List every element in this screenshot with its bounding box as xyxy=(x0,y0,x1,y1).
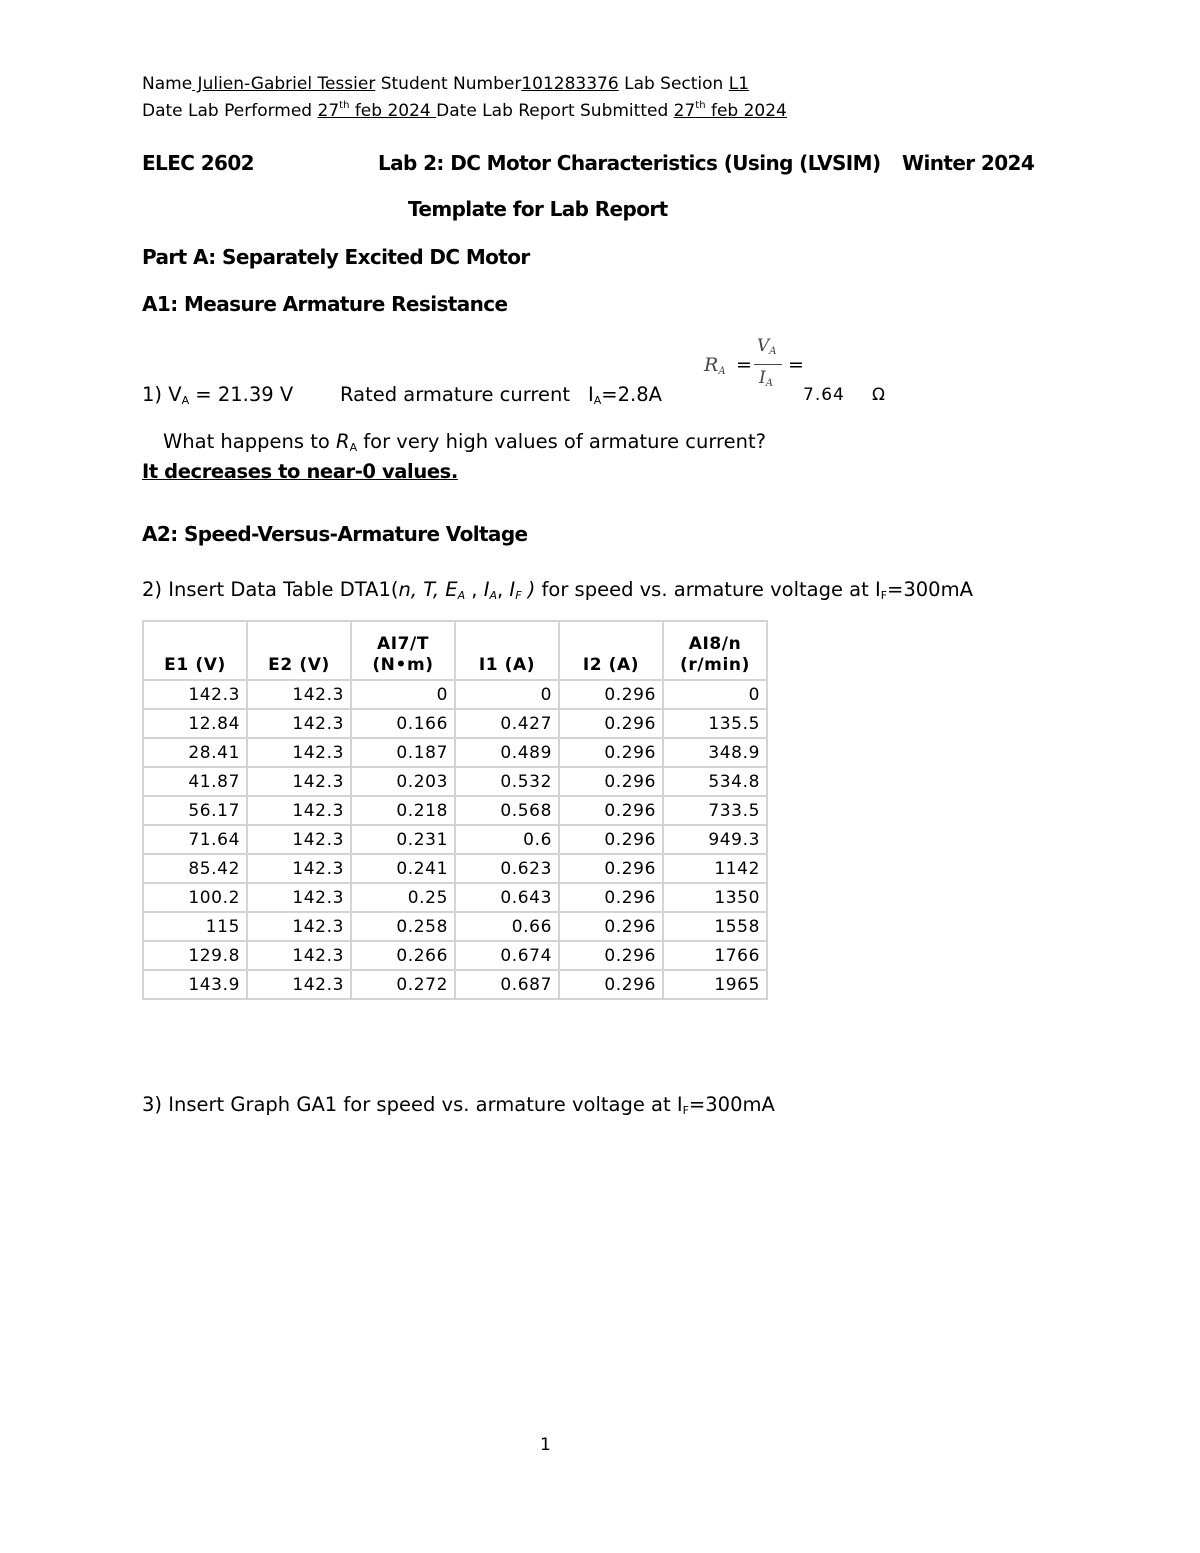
rated-current-label: Rated armature current xyxy=(340,383,570,406)
table-cell: 0.532 xyxy=(455,767,559,796)
table-cell: 142.3 xyxy=(247,970,351,999)
table-cell: 100.2 xyxy=(143,883,247,912)
table-cell: 0.231 xyxy=(351,825,455,854)
table-row xyxy=(143,825,767,854)
table-cell: 0.427 xyxy=(455,709,559,738)
table-cell: 142.3 xyxy=(247,854,351,883)
lab-section-label: Lab Section xyxy=(618,74,729,94)
table-cell: 0.166 xyxy=(351,709,455,738)
ra-question: What happens to $R_A$ for very high values of armature current? xyxy=(163,430,766,454)
table-cell: 0.258 xyxy=(351,912,455,941)
data-table-dta1 xyxy=(142,620,768,1000)
table-cell: 0.218 xyxy=(351,796,455,825)
name-value: Julien-Gabriel Tessier xyxy=(192,74,376,94)
q3-text: 3) Insert Graph GA1 for speed vs. armature voltage at $I_F=300mA$ xyxy=(142,1093,775,1117)
table-cell: 1350 xyxy=(663,883,767,912)
a2-heading: A2: Speed-Versus-Armature Voltage xyxy=(142,522,528,546)
course-code: ELEC 2602 xyxy=(142,151,254,175)
table-row xyxy=(143,796,767,825)
table-cell: 142.3 xyxy=(247,767,351,796)
table-cell: 0 xyxy=(455,680,559,709)
table-cell: 0.296 xyxy=(559,738,663,767)
table-cell: 0.241 xyxy=(351,854,455,883)
table-cell: 0.296 xyxy=(559,680,663,709)
name-label: Name xyxy=(142,74,193,94)
formula-fraction-bar xyxy=(754,364,782,365)
table-cell: 0.187 xyxy=(351,738,455,767)
formula-numerator: $V_A$ xyxy=(757,336,777,357)
table-cell: 1142 xyxy=(663,854,767,883)
table-cell: 142.3 xyxy=(247,883,351,912)
table-cell: 1965 xyxy=(663,970,767,999)
table-cell: 142.3 xyxy=(247,825,351,854)
student-number-label: Student Number xyxy=(375,74,522,94)
table-cell: 142.3 xyxy=(247,796,351,825)
date-performed-value: 27th feb 2024 xyxy=(317,100,437,121)
table-cell: 733.5 xyxy=(663,796,767,825)
table-cell: 12.84 xyxy=(143,709,247,738)
table-row xyxy=(143,709,767,738)
page-number: 1 xyxy=(540,1435,551,1455)
col-header-speed: AI8/n (r/min) xyxy=(663,621,767,680)
table-cell: 0.272 xyxy=(351,970,455,999)
table-cell: 142.3 xyxy=(247,912,351,941)
table-row xyxy=(143,941,767,970)
student-number-value: 101283376 xyxy=(521,74,619,94)
ra-unit: Ω xyxy=(872,385,885,405)
table-cell: 0.568 xyxy=(455,796,559,825)
table-cell: 85.42 xyxy=(143,854,247,883)
table-cell: 142.3 xyxy=(247,738,351,767)
table-cell: 142.3 xyxy=(247,941,351,970)
header-date-line xyxy=(142,100,787,121)
lab-title: Lab 2: DC Motor Characteristics (Using (LVSIM) xyxy=(378,151,881,175)
table-cell: 348.9 xyxy=(663,738,767,767)
table-cell: 0.643 xyxy=(455,883,559,912)
table-cell: 949.3 xyxy=(663,825,767,854)
table-cell: 129.8 xyxy=(143,941,247,970)
table-cell: 0.296 xyxy=(559,767,663,796)
part-a-heading: Part A: Separately Excited DC Motor xyxy=(142,245,530,269)
table-cell: 56.17 xyxy=(143,796,247,825)
table-cell: 534.8 xyxy=(663,767,767,796)
table-cell: 0.296 xyxy=(559,970,663,999)
table-cell: 0.489 xyxy=(455,738,559,767)
table-cell: 0.6 xyxy=(455,825,559,854)
rated-current-value: $I_A=2.8A$ xyxy=(588,383,662,407)
table-cell: 115 xyxy=(143,912,247,941)
table-cell: 0.296 xyxy=(559,912,663,941)
table-cell: 0.66 xyxy=(455,912,559,941)
table-cell: 41.87 xyxy=(143,767,247,796)
col-header-e2: E2 (V) xyxy=(247,621,351,680)
table-cell: 0.296 xyxy=(559,854,663,883)
table-cell: 0.203 xyxy=(351,767,455,796)
ra-value: 7.64 xyxy=(803,385,845,405)
table-row xyxy=(143,912,767,941)
table-cell: 0.687 xyxy=(455,970,559,999)
table-cell: 1558 xyxy=(663,912,767,941)
date-submitted-label: Date Lab Report Submitted xyxy=(436,101,674,121)
table-row xyxy=(143,854,767,883)
table-cell: 143.9 xyxy=(143,970,247,999)
term: Winter 2024 xyxy=(902,151,1035,175)
table-cell: 0.296 xyxy=(559,941,663,970)
table-cell: 142.3 xyxy=(247,680,351,709)
q2-text: 2) Insert Data Table DTA1(n, T, $E_A$ , $I_A$, $I_F$ ) for speed vs. armature voltage at $I_F=300mA$ xyxy=(142,578,973,602)
table-cell: 0.296 xyxy=(559,883,663,912)
table-cell: 0.296 xyxy=(559,825,663,854)
lab-section-value: L1 xyxy=(728,74,750,94)
table-row xyxy=(143,767,767,796)
table-cell: 0.266 xyxy=(351,941,455,970)
table-cell: 142.3 xyxy=(143,680,247,709)
table-cell: 0 xyxy=(351,680,455,709)
table-cell: 1766 xyxy=(663,941,767,970)
table-cell: 71.64 xyxy=(143,825,247,854)
table-row xyxy=(143,970,767,999)
table-cell: 0.296 xyxy=(559,709,663,738)
q1-va: 1) $V_A = 21.39$ V xyxy=(142,383,294,407)
table-header-row xyxy=(143,621,767,680)
date-submitted-value: 27th feb 2024 xyxy=(673,100,787,121)
col-header-torque: AI7/T (N•m) xyxy=(351,621,455,680)
col-header-i2: I2 (A) xyxy=(559,621,663,680)
table-cell: 0.674 xyxy=(455,941,559,970)
formula-r: $R_A$ xyxy=(704,354,726,377)
date-performed-label: Date Lab Performed xyxy=(142,101,318,121)
ra-answer: It decreases to near-0 values. xyxy=(142,460,458,483)
table-cell: 28.41 xyxy=(143,738,247,767)
table-cell: 142.3 xyxy=(247,709,351,738)
table-cell: 0.623 xyxy=(455,854,559,883)
report-subtitle: Template for Lab Report xyxy=(408,197,668,221)
a1-heading: A1: Measure Armature Resistance xyxy=(142,292,508,316)
table-cell: 135.5 xyxy=(663,709,767,738)
header-name-line xyxy=(142,74,749,94)
col-header-e1: E1 (V) xyxy=(143,621,247,680)
col-header-i1: I1 (A) xyxy=(455,621,559,680)
table-row xyxy=(143,883,767,912)
formula-eq: = xyxy=(736,354,752,376)
formula-denominator: $I_A$ xyxy=(759,368,773,389)
table-cell: 0 xyxy=(663,680,767,709)
formula-eq2: = xyxy=(788,354,804,376)
table-cell: 0.296 xyxy=(559,796,663,825)
table-cell: 0.25 xyxy=(351,883,455,912)
table-row xyxy=(143,738,767,767)
table-row xyxy=(143,680,767,709)
